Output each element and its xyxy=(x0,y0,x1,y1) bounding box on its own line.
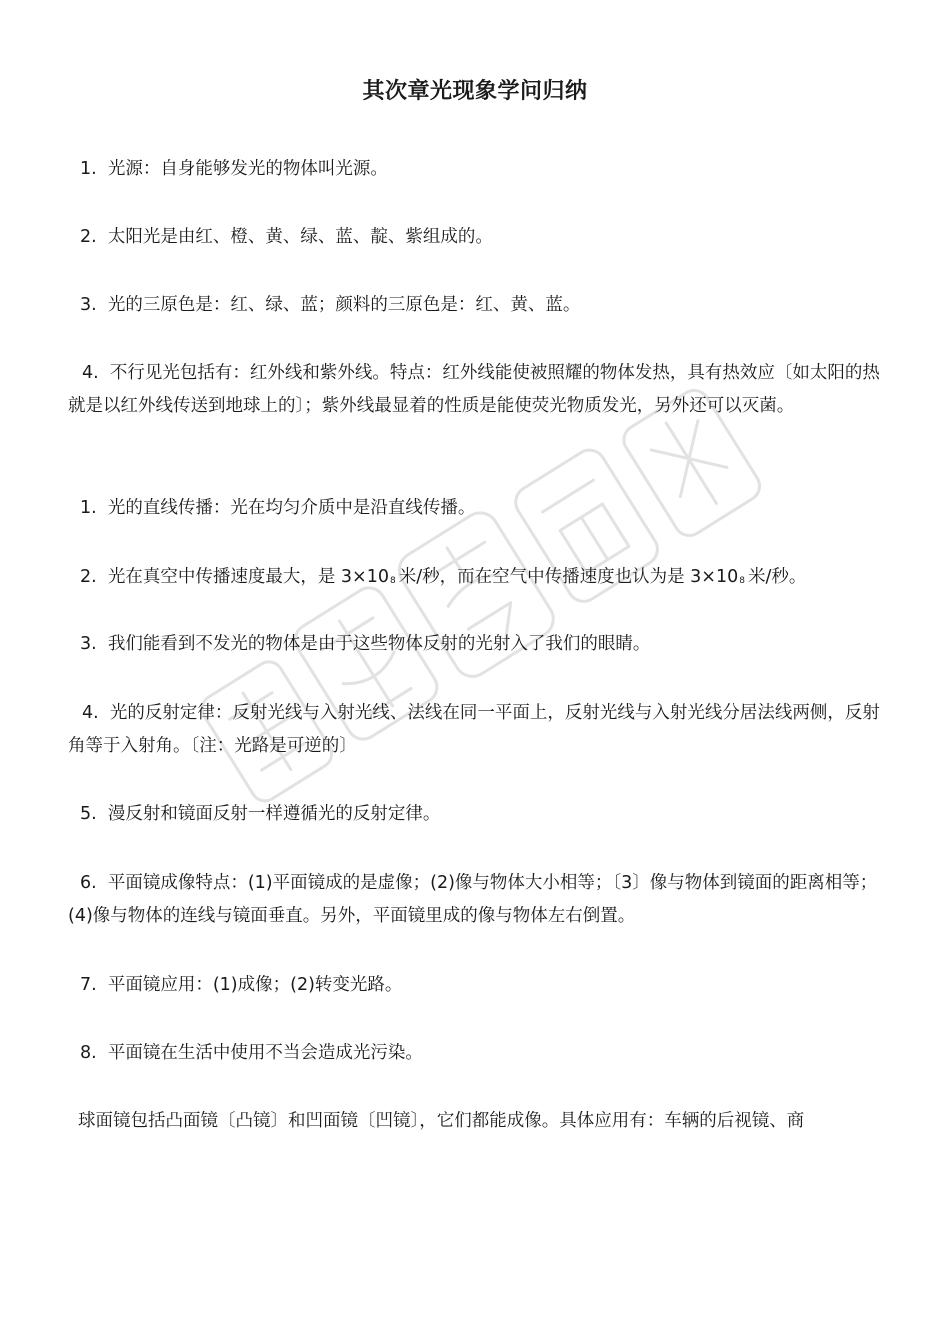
item-number: 3. xyxy=(80,634,97,654)
paragraph-10 xyxy=(68,867,884,933)
paragraph-text: 平面镜在生活中使用不当会造成光污染。 xyxy=(107,1043,423,1063)
paragraph-2 xyxy=(68,221,884,254)
paragraph-text: 不行见光包括有：红外线和紫外线。特点：红外线能使被照耀的物体发热，具有热效应〔如太阳的热就是以红外线传送到地球上的〕；紫外线最显着的性质是能使荧光物质发光，另外还可以灭菌。 xyxy=(68,363,880,416)
page-title: 其次章光现象学问归纳 xyxy=(362,79,588,104)
paragraph-text: 光源：自身能够发光的物体叫光源。 xyxy=(107,159,388,179)
paragraph-6 xyxy=(68,561,884,597)
paragraph-text: 光的反射定律：反射光线与入射光线、法线在同一平面上，反射光线与入射光线分居法线两侧，反射角等于入射角。〔注：光路是可逆的〕 xyxy=(68,703,880,756)
paragraph-5 xyxy=(68,492,884,525)
paragraph-text: 平面镜应用：(1)成像；(2)转变光路。 xyxy=(107,975,403,995)
paragraph-text: 太阳光是由红、橙、黄、绿、蓝、靛、紫组成的。 xyxy=(107,227,493,247)
item-number: 1. xyxy=(80,159,97,179)
item-number: 4. xyxy=(82,363,99,383)
paragraph-text: 我们能看到不发光的物体是由于这些物体反射的光射入了我们的眼睛。 xyxy=(107,634,651,654)
paragraph-3 xyxy=(68,289,884,322)
paragraph-text-b: 米/秒，而在空气中传播速度也认为是 3×10 xyxy=(398,567,739,587)
paragraph-4 xyxy=(68,357,884,423)
exponent: 8 xyxy=(739,576,745,586)
paragraph-1 xyxy=(68,153,884,186)
paragraph-11 xyxy=(68,969,884,1002)
paragraph-8 xyxy=(68,697,884,763)
item-number: 5. xyxy=(80,804,97,824)
paragraph-text-a: 光在真空中传播速度最大，是 3×10 xyxy=(107,567,389,587)
item-number: 8. xyxy=(80,1043,97,1063)
paragraph-text: 漫反射和镜面反射一样遵循光的反射定律。 xyxy=(107,804,441,824)
item-number: 3. xyxy=(80,295,97,315)
paragraph-7 xyxy=(68,628,884,661)
paragraph-text: 光的三原色是：红、绿、蓝；颜料的三原色是：红、黄、蓝。 xyxy=(107,295,581,315)
paragraph-13 xyxy=(68,1105,884,1138)
item-number: 1. xyxy=(80,498,97,518)
paragraph-9 xyxy=(68,798,884,831)
paragraph-text: 球面镜包括凸面镜〔凸镜〕和凹面镜〔凹镜〕，它们都能成像。具体应用有：车辆的后视镜、商 xyxy=(78,1111,805,1131)
item-number: 6. xyxy=(80,873,97,893)
paragraph-text-c: 米/秒。 xyxy=(747,567,807,587)
item-number: 7. xyxy=(80,975,97,995)
exponent: 8 xyxy=(389,576,396,586)
item-number: 2. xyxy=(80,567,97,587)
paragraph-text: 平面镜成像特点：(1)平面镜成的是虚像；(2)像与物体大小相等；〔3〕像与物体到镜面的距离相等；(4)像与物体的连线与镜面垂直。另外，平面镜里成的像与物体左右倒置。 xyxy=(68,873,878,926)
item-number: 2. xyxy=(80,227,97,247)
paragraph-text: 光的直线传播：光在均匀介质中是沿直线传播。 xyxy=(107,498,476,518)
paragraph-12 xyxy=(68,1037,884,1070)
item-number: 4. xyxy=(82,703,99,723)
